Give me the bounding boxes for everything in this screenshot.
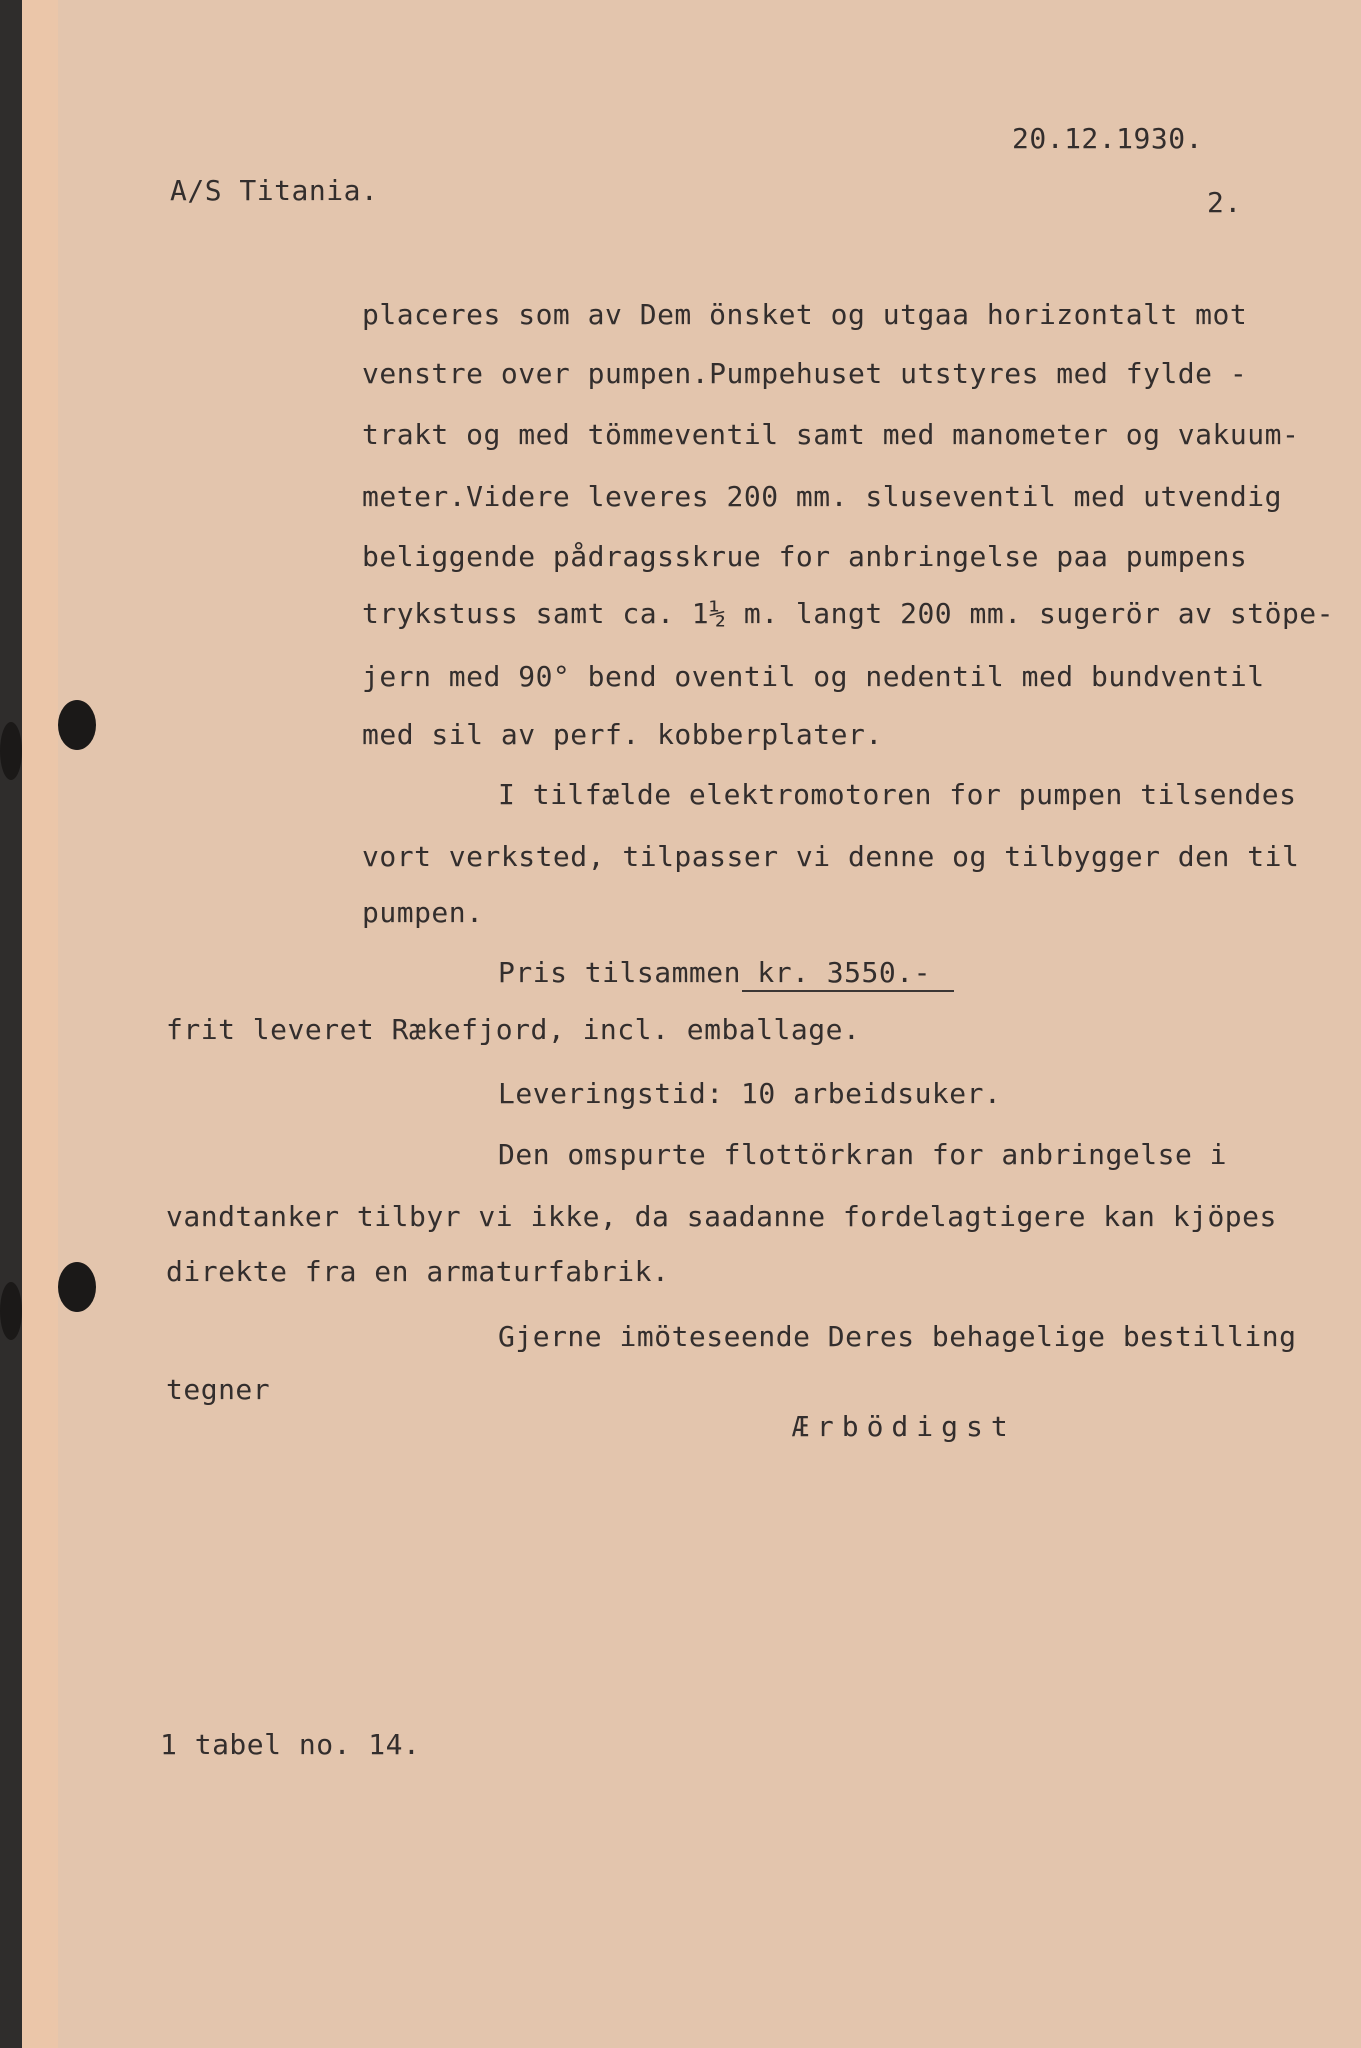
price-amount: kr. 3550.- xyxy=(740,956,931,989)
body-line: vandtanker tilbyr vi ikke, da saadanne fordelagtigere kan kjöpes xyxy=(166,1200,1277,1233)
body-line: jern med 90° bend oventil og nedentil med bundventil xyxy=(362,660,1265,693)
body-line: trakt og med tömmeventil samt med manometer og vakuum- xyxy=(362,418,1300,451)
punch-hole xyxy=(58,1262,96,1312)
body-line: direkte fra en armaturfabrik. xyxy=(166,1255,670,1288)
underlying-page-edge xyxy=(22,0,60,2048)
signature-salutation: Ærbödigst xyxy=(792,1410,1016,1443)
body-line: I tilfælde elektromotoren for pumpen tilsendes xyxy=(498,778,1297,811)
scan-edge-dark xyxy=(0,0,22,2048)
price-underline xyxy=(742,990,954,992)
closing-line: Gjerne imöteseende Deres behagelige bestilling xyxy=(498,1320,1297,1353)
punch-hole xyxy=(58,700,96,750)
body-line: pumpen. xyxy=(362,896,484,929)
body-line: meter.Videre leveres 200 mm. sluseventil med utvendig xyxy=(362,480,1282,513)
body-line: med sil av perf. kobberplater. xyxy=(362,718,883,751)
closing-line: tegner xyxy=(166,1373,271,1406)
enclosure-note: 1 tabel no. 14. xyxy=(160,1728,421,1761)
letter-date: 20.12.1930. xyxy=(1012,122,1203,155)
body-line: vort verksted, tilpasser vi denne og tilbygger den til xyxy=(362,840,1300,873)
page-number: 2. xyxy=(1207,186,1242,219)
letter-recipient: A/S Titania. xyxy=(170,174,379,207)
body-line: Den omspurte flottörkran for anbringelse i xyxy=(498,1138,1228,1171)
body-line: beliggende pådragsskrue for anbringelse paa pumpens xyxy=(362,540,1248,573)
body-line: venstre over pumpen.Pumpehuset utstyres med fylde - xyxy=(362,357,1248,390)
price-delivery-terms: frit leveret Rækefjord, incl. emballage. xyxy=(166,1013,861,1046)
body-line: trykstuss samt ca. 1½ m. langt 200 mm. sugerör av stöpe- xyxy=(362,597,1335,630)
body-line: placeres som av Dem önsket og utgaa horizontalt mot xyxy=(362,298,1248,331)
delivery-time: Leveringstid: 10 arbeidsuker. xyxy=(498,1077,1002,1110)
punch-hole xyxy=(0,722,22,780)
punch-hole xyxy=(0,1282,22,1340)
price-label: Pris tilsammen xyxy=(498,956,742,989)
